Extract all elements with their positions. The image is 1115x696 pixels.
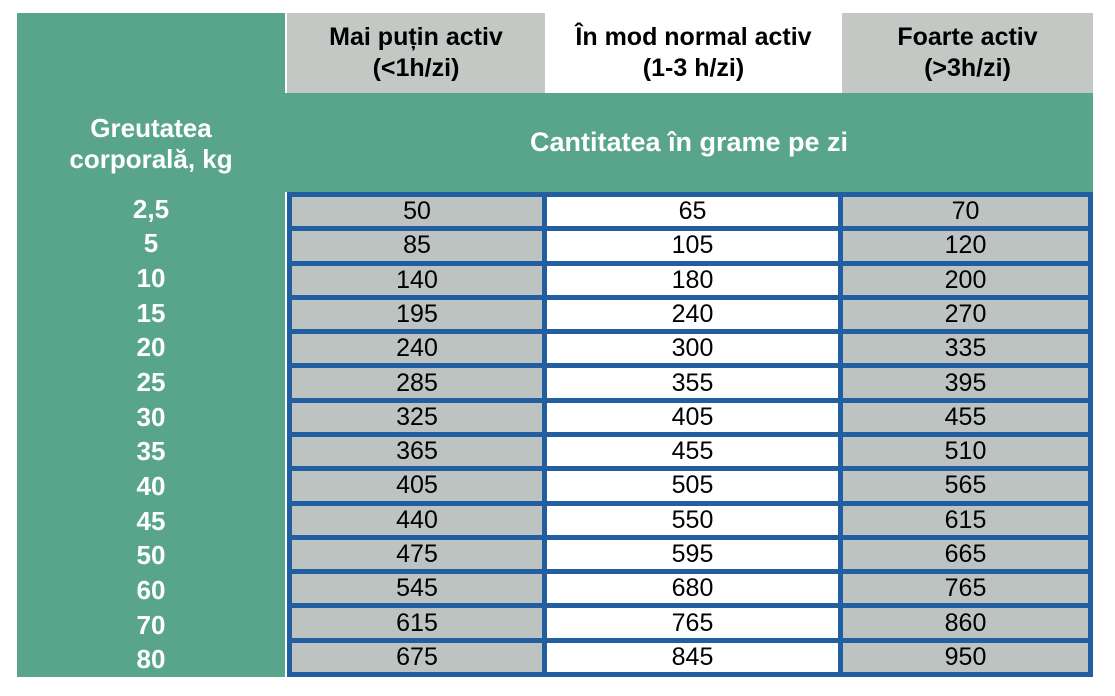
data-grid (287, 192, 1093, 677)
table-cell: 120 (843, 231, 1088, 260)
table-cell: 335 (843, 334, 1088, 363)
table-cell: 510 (843, 437, 1088, 466)
table-cell: 860 (843, 608, 1088, 637)
table-cell: 565 (843, 471, 1088, 500)
weight-label: 30 (136, 401, 166, 432)
header-col-normal-active-line2: (1-3 h/zi) (642, 54, 745, 82)
table-cell: 950 (843, 643, 1088, 672)
table-cell: 675 (292, 643, 542, 672)
table-cell: 300 (547, 334, 838, 363)
header-col-less-active (287, 13, 545, 93)
table-cell: 595 (547, 540, 838, 569)
weight-label: 45 (136, 505, 166, 536)
weight-label: 50 (136, 540, 166, 571)
weight-label: 80 (136, 644, 166, 675)
table-cell: 240 (292, 334, 542, 363)
weight-label: 35 (136, 436, 166, 467)
header-col-less-active-line1: Mai puțin activ (329, 23, 503, 51)
weight-label: 40 (136, 470, 166, 501)
weight-label: 5 (143, 228, 159, 259)
weight-label: 2,5 (132, 193, 170, 224)
table-cell: 140 (292, 266, 542, 295)
weight-panel (17, 13, 285, 677)
table-cell: 765 (547, 608, 838, 637)
table-cell: 455 (843, 403, 1088, 432)
weight-labels (17, 192, 285, 677)
table-cell: 845 (547, 643, 838, 672)
table-cell: 455 (547, 437, 838, 466)
table-cell: 615 (292, 608, 542, 637)
weight-label: 10 (136, 263, 166, 294)
weight-label: 60 (136, 574, 166, 605)
table-cell: 355 (547, 368, 838, 397)
table-cell: 65 (547, 197, 838, 226)
table-cell: 475 (292, 540, 542, 569)
table-cell: 285 (292, 368, 542, 397)
table-cell: 105 (547, 231, 838, 260)
weight-label: 25 (136, 367, 166, 398)
table-cell: 545 (292, 574, 542, 603)
table-cell: 615 (843, 506, 1088, 535)
table-cell: 195 (292, 300, 542, 329)
table-cell: 365 (292, 437, 542, 466)
weight-label: 20 (136, 332, 166, 363)
header-col-very-active-line1: Foarte activ (897, 23, 1038, 51)
table-cell: 395 (843, 368, 1088, 397)
row-header-line1: Greutatea (90, 113, 212, 143)
table-cell: 325 (292, 403, 542, 432)
table-cell: 440 (292, 506, 542, 535)
weight-label: 15 (136, 297, 166, 328)
table-cell: 180 (547, 266, 838, 295)
header-col-normal-active (545, 13, 842, 93)
table-cell: 240 (547, 300, 838, 329)
table-cell: 550 (547, 506, 838, 535)
table-cell: 270 (843, 300, 1088, 329)
table-cell: 680 (547, 574, 838, 603)
table-cell: 405 (292, 471, 542, 500)
subheader-band (285, 93, 1093, 192)
table-cell: 765 (843, 574, 1088, 603)
header-col-very-active (842, 13, 1093, 93)
subheader-label: Cantitatea în grame pe zi (529, 127, 849, 157)
weight-label: 70 (136, 609, 166, 640)
row-header-line2: corporală, kg (69, 144, 233, 174)
row-header (17, 113, 285, 175)
table-cell: 505 (547, 471, 838, 500)
table-cell: 50 (292, 197, 542, 226)
table-cell: 200 (843, 266, 1088, 295)
table-cell: 665 (843, 540, 1088, 569)
header-col-less-active-line2: (<1h/zi) (372, 54, 460, 82)
header-col-normal-active-line1: În mod normal activ (575, 23, 812, 51)
table-cell: 85 (292, 231, 542, 260)
table-cell: 405 (547, 403, 838, 432)
header-col-very-active-line2: (>3h/zi) (924, 54, 1011, 82)
table-cell: 70 (843, 197, 1088, 226)
